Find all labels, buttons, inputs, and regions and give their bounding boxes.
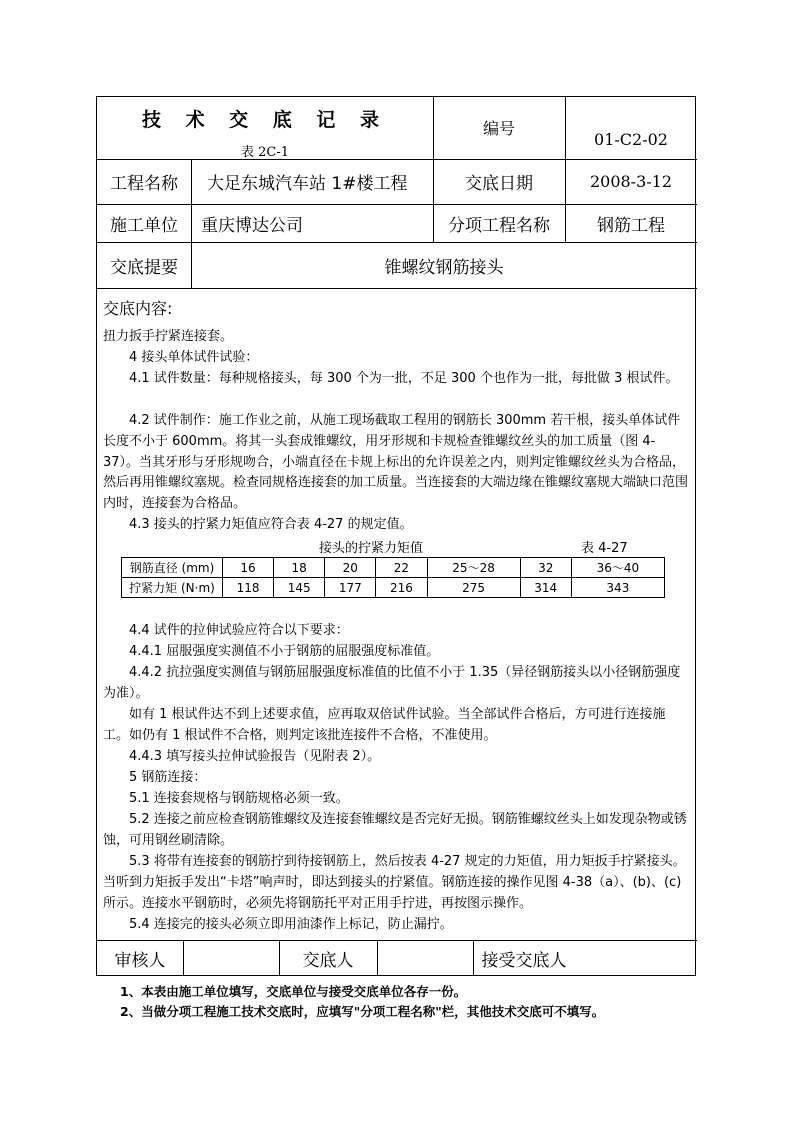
table-cell: 177 xyxy=(325,578,376,598)
table-cell: 145 xyxy=(274,578,325,598)
receiver-signature-field[interactable] xyxy=(575,940,697,976)
technical-briefing-form xyxy=(96,96,696,976)
table-cell: 343 xyxy=(571,578,664,598)
torque-table xyxy=(121,557,665,598)
table-cell: 25～28 xyxy=(427,558,520,578)
project-name-value: 大足东城汽车站 1#楼工程 xyxy=(207,174,408,194)
table-cell: 314 xyxy=(520,578,571,598)
table-cell: 275 xyxy=(427,578,520,598)
table-cell: 32 xyxy=(520,558,571,578)
receiver-label: 接受交底人 xyxy=(481,950,567,971)
content-heading: 交底内容: xyxy=(103,299,173,318)
presenter-label: 交底人 xyxy=(302,950,354,971)
content-paragraph: 如有 1 根试件达不到上述要求值，应再取双倍试件试验。当全部试件合格后，方可进行连接施工。如仍有 1 根试件不合格，则判定该批连接件不合格，不准使用。 xyxy=(103,707,666,743)
number-label: 编号 xyxy=(482,118,515,138)
content-paragraph: 5.3 将带有连接套的钢筋拧到待接钢筋上，然后按表 4-27 规定的力矩值，用力矩扳手拧紧接头。当听到力矩扳手发出“卡塔”响声时，即达到接头的拧紧值。钢筋连接的操作见图 4-38（a）、(b)、(c) 所示。连接水平钢筋时，必须先将钢筋托平对正用手拧进，再按图示操作。 xyxy=(103,854,686,911)
table-cell: 36～40 xyxy=(571,558,664,578)
content-paragraph: 5.2 连接之前应检查钢筋锥螺纹及连接套锥螺纹是否完好无损。钢筋锥螺纹丝头上如发现杂物或锈蚀，可用钢丝刷清除。 xyxy=(103,812,687,848)
form-subtitle: 表 2C-1 xyxy=(240,145,289,160)
content-paragraph: 5 钢筋连接： xyxy=(129,770,207,785)
summary-label: 交底提要 xyxy=(110,257,178,278)
table-cell: 18 xyxy=(274,558,325,578)
content-paragraph: 4.4.2 抗拉强度实测值与钢筋屈服强度标准值的比值不小于 1.35（异径钢筋接头以小径钢筋强度为准）。 xyxy=(103,665,681,701)
torque-table-caption: 接头的拧紧力矩值 xyxy=(319,541,424,556)
content-paragraph: 4.3 接头的拧紧力矩值应符合表 4-27 的规定值。 xyxy=(129,517,413,532)
footnote-1: 1、本表由施工单位填写，交底单位与接受交底单位各存一份。 xyxy=(120,984,467,999)
summary-value: 锥螺纹钢筋接头 xyxy=(384,257,504,278)
content-paragraph: 4 接头单体试件试验： xyxy=(129,350,259,365)
content-paragraph: 5.4 连接完的接头必须立即用油漆作上标记，防止漏拧。 xyxy=(129,917,453,932)
date-label: 交底日期 xyxy=(465,174,533,194)
content-paragraph: 4.4.1 屈服强度实测值不小于钢筋的屈服强度标准值。 xyxy=(129,644,440,659)
date-value: 2008-3-12 xyxy=(589,172,673,191)
project-name-label: 工程名称 xyxy=(110,174,178,194)
content-paragraph: 4.4.3 填写接头拉伸试验报告（见附表 2）。 xyxy=(129,749,381,764)
unit-label: 施工单位 xyxy=(110,215,178,236)
table-cell: 20 xyxy=(325,558,376,578)
form-title: 技 术 交 底 记 录 xyxy=(141,109,389,131)
unit-value: 重庆博达公司 xyxy=(201,215,303,236)
content-paragraph: 4.1 试件数量：每种规格接头，每 300 个为一批，不足 300 个也作为一批，每批做 3 根试件。 xyxy=(129,371,679,386)
subitem-label: 分项工程名称 xyxy=(448,215,550,236)
content-paragraph: 5.1 连接套规格与钢筋规格必须一致。 xyxy=(129,791,349,806)
torque-table-number: 表 4-27 xyxy=(581,541,628,556)
table-row-label: 钢筋直径 (mm) xyxy=(122,558,223,578)
number-value: 01-C2-02 xyxy=(594,129,668,149)
table-row xyxy=(122,578,665,598)
table-row-label: 拧紧力矩 (N·m) xyxy=(122,578,223,598)
table-cell: 22 xyxy=(376,558,427,578)
table-cell: 16 xyxy=(223,558,274,578)
table-cell: 118 xyxy=(223,578,274,598)
footnote-2: 2、当做分项工程施工技术交底时，应填写"分项工程名称"栏，其他技术交底可不填写。 xyxy=(120,1004,605,1019)
presenter-signature-field[interactable] xyxy=(377,940,473,976)
subitem-value: 钢筋工程 xyxy=(597,215,665,236)
content-section xyxy=(97,289,697,941)
reviewer-label: 审核人 xyxy=(114,950,166,971)
reviewer-signature-field[interactable] xyxy=(183,940,279,976)
content-paragraph: 4.4 试件的拉伸试验应符合以下要求： xyxy=(129,623,349,638)
table-row xyxy=(122,558,665,578)
content-paragraph: 4.2 试件制作：施工作业之前，从施工现场截取工程用的钢筋长 300mm 若干根，接头单体试件长度不小于 600mm。将其一头套成锥螺纹，用牙形规和卡规检查锥螺纹丝头的加工质量（图 4-37）。当其牙形与牙形规吻合，小端直径在卡规上标出的允许误差之内，则判定锥螺纹丝头为合格品，然后再用锥螺纹塞规。检查同规格连接套的加工质量。当连接套的大端边缘在锥螺纹塞规大端缺口范围内时，连接套为合格品。 xyxy=(103,413,689,512)
content-paragraph: 扭力扳手拧紧连接套。 xyxy=(103,329,234,344)
table-cell: 216 xyxy=(376,578,427,598)
